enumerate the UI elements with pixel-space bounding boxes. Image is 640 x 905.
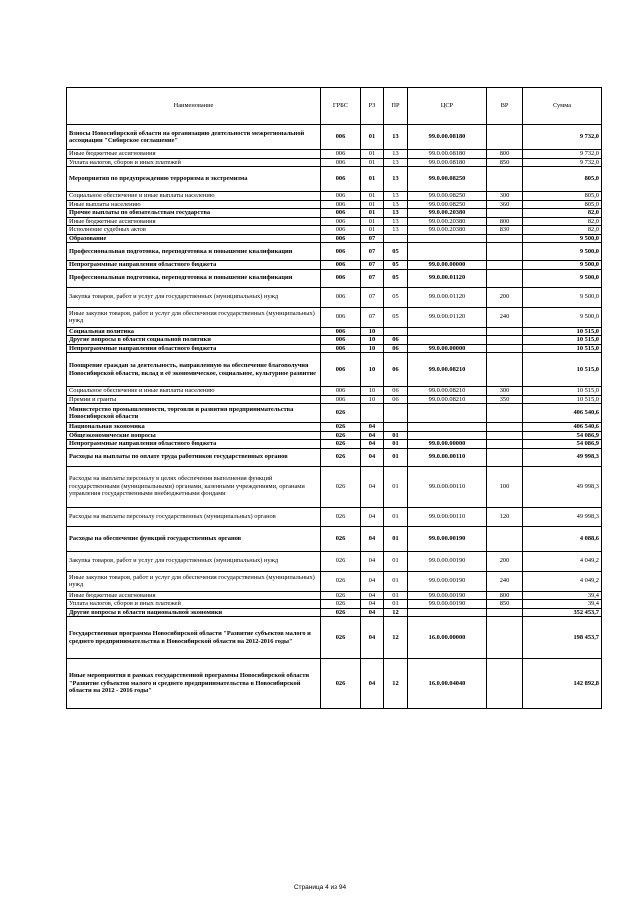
cell-name: Другие вопросы в области национальной экономики	[67, 608, 321, 617]
cell-grbs: 026	[321, 431, 361, 440]
cell-rz: 10	[361, 353, 384, 387]
cell-csr: 99.0.00.20380	[408, 209, 487, 218]
table-row	[67, 507, 602, 526]
cell-csr: 99.0.00.00190	[408, 526, 487, 551]
cell-sum: 805,0	[523, 167, 602, 192]
table-row	[67, 423, 602, 432]
table-row	[67, 448, 602, 466]
cell-pr: 01	[384, 440, 408, 449]
table-row	[67, 353, 602, 387]
cell-rz: 07	[361, 287, 384, 307]
cell-csr	[408, 431, 487, 440]
table-row	[67, 327, 602, 336]
table-header-row	[67, 88, 602, 125]
cell-csr: 99.0.00.00190	[408, 591, 487, 600]
cell-grbs: 006	[321, 344, 361, 353]
table-body	[67, 125, 602, 709]
cell-vr	[487, 327, 523, 336]
cell-name: Профессиональная подготовка, переподготовка и повышение квалификации	[67, 243, 321, 261]
cell-grbs: 006	[321, 327, 361, 336]
cell-csr: 99.0.00.00110	[408, 448, 487, 466]
cell-vr	[487, 431, 523, 440]
cell-csr: 99.0.00.08250	[408, 167, 487, 192]
cell-csr	[408, 608, 487, 617]
cell-pr: 12	[384, 659, 408, 709]
cell-name: Уплата налогов, сборов и иных платежей	[67, 600, 321, 609]
table-row	[67, 551, 602, 571]
cell-pr: 06	[384, 336, 408, 345]
cell-rz: 04	[361, 431, 384, 440]
table-row	[67, 200, 602, 209]
cell-name: Общеэкономические вопросы	[67, 431, 321, 440]
cell-grbs: 006	[321, 200, 361, 209]
cell-name: Иные выплаты населению	[67, 200, 321, 209]
cell-pr	[384, 234, 408, 243]
cell-rz: 01	[361, 200, 384, 209]
cell-vr	[487, 617, 523, 659]
cell-name: Образование	[67, 234, 321, 243]
cell-pr: 05	[384, 287, 408, 307]
cell-rz: 04	[361, 466, 384, 507]
cell-csr	[408, 423, 487, 432]
cell-rz: 07	[361, 307, 384, 327]
cell-vr	[487, 261, 523, 270]
table-row	[67, 125, 602, 150]
cell-csr: 99.0.00.01120	[408, 269, 487, 287]
cell-pr: 06	[384, 353, 408, 387]
cell-rz: 07	[361, 269, 384, 287]
table-row	[67, 243, 602, 261]
cell-sum: 10 515,0	[523, 327, 602, 336]
cell-vr	[487, 243, 523, 261]
cell-grbs: 006	[321, 353, 361, 387]
cell-sum: 9 500,0	[523, 269, 602, 287]
cell-sum: 39,4	[523, 591, 602, 600]
cell-grbs: 006	[321, 387, 361, 396]
cell-pr: 13	[384, 150, 408, 159]
cell-pr: 01	[384, 431, 408, 440]
cell-rz: 04	[361, 551, 384, 571]
cell-name: Прочие выплаты по обязательствам государства	[67, 209, 321, 218]
table-row	[67, 431, 602, 440]
cell-grbs: 006	[321, 395, 361, 404]
page-number: Страница 4 из 94	[293, 884, 347, 891]
cell-name: Социальная политика	[67, 327, 321, 336]
cell-csr: 99.0.00.08250	[408, 200, 487, 209]
cell-csr: 99.0.00.08210	[408, 353, 487, 387]
cell-pr	[384, 423, 408, 432]
cell-grbs: 006	[321, 287, 361, 307]
cell-rz: 04	[361, 526, 384, 551]
table-row	[67, 344, 602, 353]
cell-sum: 9 732,0	[523, 150, 602, 159]
cell-vr	[487, 209, 523, 218]
cell-rz: 10	[361, 395, 384, 404]
cell-pr: 06	[384, 344, 408, 353]
cell-vr: 240	[487, 571, 523, 591]
cell-pr: 12	[384, 617, 408, 659]
table-row	[67, 404, 602, 423]
cell-pr: 01	[384, 571, 408, 591]
cell-name: Иные бюджетные ассигнования	[67, 217, 321, 226]
table-row	[67, 209, 602, 218]
cell-rz	[361, 404, 384, 423]
cell-sum: 805,0	[523, 192, 602, 201]
cell-name: Профессиональная подготовка, переподготовка и повышение квалификации	[67, 269, 321, 287]
table-row	[67, 269, 602, 287]
cell-name: Поощрение граждан за деятельность, направленную на обеспечение благополучия Новосибирской области, вклад в её экономическое, социальное, культурное развитие	[67, 353, 321, 387]
cell-sum: 352 453,7	[523, 608, 602, 617]
cell-name: Иные закупки товаров, работ и услуг для обеспечения государственных (муниципальных) нужд	[67, 307, 321, 327]
cell-rz: 04	[361, 591, 384, 600]
cell-name: Иные бюджетные ассигнования	[67, 150, 321, 159]
table-row	[67, 150, 602, 159]
cell-grbs: 026	[321, 571, 361, 591]
column-header-grbs: ГРБС	[321, 88, 361, 125]
cell-vr: 100	[487, 466, 523, 507]
cell-grbs: 006	[321, 307, 361, 327]
table-row	[67, 608, 602, 617]
cell-grbs: 026	[321, 448, 361, 466]
cell-sum: 10 515,0	[523, 395, 602, 404]
cell-rz: 01	[361, 192, 384, 201]
table-row	[67, 192, 602, 201]
cell-rz: 04	[361, 617, 384, 659]
cell-vr: 850	[487, 600, 523, 609]
column-header-sum: Сумма	[523, 88, 602, 125]
cell-pr: 13	[384, 209, 408, 218]
cell-csr: 99.0.00.00000	[408, 440, 487, 449]
cell-grbs: 026	[321, 440, 361, 449]
cell-grbs: 006	[321, 269, 361, 287]
cell-vr	[487, 344, 523, 353]
cell-csr: 99.0.00.08180	[408, 158, 487, 167]
cell-csr: 99.0.00.00110	[408, 466, 487, 507]
cell-sum: 9 500,0	[523, 243, 602, 261]
table-row	[67, 287, 602, 307]
cell-rz: 04	[361, 659, 384, 709]
cell-vr: 200	[487, 551, 523, 571]
table-row	[67, 226, 602, 235]
cell-sum: 9 732,0	[523, 125, 602, 150]
cell-vr	[487, 336, 523, 345]
cell-name: Непрограммные направления областного бюджета	[67, 261, 321, 270]
cell-vr: 800	[487, 591, 523, 600]
cell-pr: 13	[384, 200, 408, 209]
cell-sum: 4 049,2	[523, 571, 602, 591]
table-row	[67, 167, 602, 192]
cell-sum: 10 515,0	[523, 344, 602, 353]
cell-pr: 13	[384, 158, 408, 167]
table-row	[67, 336, 602, 345]
cell-csr: 99.0.00.08210	[408, 387, 487, 396]
cell-grbs: 026	[321, 551, 361, 571]
cell-pr: 06	[384, 395, 408, 404]
budget-table	[66, 87, 602, 709]
column-header-rz: РЗ	[361, 88, 384, 125]
cell-csr: 16.0.00.00000	[408, 617, 487, 659]
cell-csr: 99.0.00.01120	[408, 307, 487, 327]
cell-pr: 01	[384, 591, 408, 600]
cell-name: Иные закупки товаров, работ и услуг для обеспечения государственных (муниципальных) нужд	[67, 571, 321, 591]
cell-pr: 05	[384, 307, 408, 327]
cell-vr	[487, 167, 523, 192]
column-header-csr: ЦСР	[408, 88, 487, 125]
cell-csr: 99.0.00.00000	[408, 344, 487, 353]
cell-pr: 13	[384, 226, 408, 235]
cell-rz: 04	[361, 600, 384, 609]
cell-grbs: 006	[321, 261, 361, 270]
cell-sum: 54 086,9	[523, 440, 602, 449]
cell-csr: 99.0.00.20380	[408, 226, 487, 235]
cell-name: Социальное обеспечение и иные выплаты населению	[67, 192, 321, 201]
cell-vr: 850	[487, 158, 523, 167]
cell-pr: 13	[384, 125, 408, 150]
table-row	[67, 217, 602, 226]
cell-name: Расходы на обеспечение функций государственных органов	[67, 526, 321, 551]
cell-vr	[487, 404, 523, 423]
cell-csr: 99.0.00.08180	[408, 150, 487, 159]
cell-grbs: 026	[321, 404, 361, 423]
cell-vr	[487, 269, 523, 287]
table-row	[67, 659, 602, 709]
cell-name: Уплата налогов, сборов и иных платежей	[67, 158, 321, 167]
cell-csr: 99.0.00.00190	[408, 551, 487, 571]
cell-vr: 120	[487, 507, 523, 526]
cell-rz: 10	[361, 336, 384, 345]
cell-grbs: 026	[321, 466, 361, 507]
cell-vr	[487, 234, 523, 243]
cell-vr: 240	[487, 307, 523, 327]
table-row	[67, 591, 602, 600]
cell-name: Расходы на выплаты по оплате труда работников государственных органов	[67, 448, 321, 466]
cell-sum: 10 515,0	[523, 336, 602, 345]
table-row	[67, 234, 602, 243]
cell-vr: 200	[487, 287, 523, 307]
cell-pr: 01	[384, 466, 408, 507]
cell-rz: 01	[361, 209, 384, 218]
cell-name: Расходы на выплаты персоналу государственных (муниципальных) органов	[67, 507, 321, 526]
cell-sum: 49 998,3	[523, 448, 602, 466]
cell-sum: 9 500,0	[523, 261, 602, 270]
cell-rz: 10	[361, 327, 384, 336]
table-row	[67, 526, 602, 551]
cell-rz: 10	[361, 387, 384, 396]
cell-csr	[408, 336, 487, 345]
cell-vr	[487, 608, 523, 617]
table-row	[67, 440, 602, 449]
cell-grbs: 026	[321, 659, 361, 709]
cell-rz: 07	[361, 261, 384, 270]
cell-grbs: 026	[321, 507, 361, 526]
cell-name: Национальная экономика	[67, 423, 321, 432]
cell-name: Государственная программа Новосибирской области "Развитие субъектов малого и среднего предпринимательства в Новосибирской области на 2012-2016 годы"	[67, 617, 321, 659]
cell-name: Иные мероприятия в рамках государственной программы Новосибирской области "Развитие субъектов малого и среднего предпринимательства в Новосибирской области на 2012 - 2016 годы"	[67, 659, 321, 709]
cell-csr	[408, 243, 487, 261]
cell-sum: 4 088,6	[523, 526, 602, 551]
table-row	[67, 617, 602, 659]
table-row	[67, 466, 602, 507]
cell-pr: 06	[384, 387, 408, 396]
cell-name: Непрограммные направления областного бюджета	[67, 344, 321, 353]
cell-grbs: 006	[321, 167, 361, 192]
table-row	[67, 158, 602, 167]
cell-grbs: 026	[321, 526, 361, 551]
cell-name: Министерство промышленности, торговли и развития предпринимательства Новосибирской области	[67, 404, 321, 423]
cell-pr: 13	[384, 217, 408, 226]
cell-grbs: 026	[321, 608, 361, 617]
cell-csr	[408, 327, 487, 336]
cell-pr	[384, 327, 408, 336]
cell-sum: 805,0	[523, 200, 602, 209]
cell-sum: 9 500,0	[523, 234, 602, 243]
cell-sum: 82,0	[523, 217, 602, 226]
cell-pr: 01	[384, 507, 408, 526]
cell-grbs: 006	[321, 150, 361, 159]
cell-vr: 800	[487, 150, 523, 159]
cell-sum: 406 540,6	[523, 404, 602, 423]
cell-vr: 300	[487, 387, 523, 396]
cell-pr: 13	[384, 167, 408, 192]
cell-rz: 01	[361, 150, 384, 159]
cell-rz: 01	[361, 217, 384, 226]
cell-name: Взносы Новосибирской области на организацию деятельности межрегиональной ассоциации "Сибирское соглашение"	[67, 125, 321, 150]
cell-sum: 49 998,3	[523, 466, 602, 507]
cell-rz: 01	[361, 125, 384, 150]
cell-sum: 4 049,2	[523, 551, 602, 571]
cell-grbs: 026	[321, 617, 361, 659]
cell-grbs: 026	[321, 423, 361, 432]
cell-name: Закупка товаров, работ и услуг для государственных (муниципальных) нужд	[67, 287, 321, 307]
cell-pr: 12	[384, 608, 408, 617]
cell-pr: 01	[384, 600, 408, 609]
cell-vr	[487, 423, 523, 432]
cell-grbs: 006	[321, 158, 361, 167]
cell-name: Иные бюджетные ассигнования	[67, 591, 321, 600]
cell-grbs: 026	[321, 600, 361, 609]
cell-csr: 99.0.00.00000	[408, 261, 487, 270]
cell-sum: 10 515,0	[523, 353, 602, 387]
table-row	[67, 571, 602, 591]
column-header-pr: ПР	[384, 88, 408, 125]
cell-vr: 360	[487, 200, 523, 209]
table-row	[67, 387, 602, 396]
cell-pr: 01	[384, 551, 408, 571]
cell-vr: 350	[487, 395, 523, 404]
cell-grbs: 006	[321, 217, 361, 226]
cell-sum: 142 892,8	[523, 659, 602, 709]
cell-pr: 13	[384, 192, 408, 201]
cell-sum: 54 086,9	[523, 431, 602, 440]
cell-name: Расходы на выплаты персоналу в целях обеспечения выполнения функций государственными (муниципальными) органами, казенными учреждениями, органами управления государственными внебюджетными фондами	[67, 466, 321, 507]
table-row	[67, 261, 602, 270]
cell-rz: 01	[361, 226, 384, 235]
cell-rz: 07	[361, 243, 384, 261]
cell-pr: 05	[384, 243, 408, 261]
cell-grbs: 006	[321, 125, 361, 150]
cell-sum: 49 998,3	[523, 507, 602, 526]
table-row	[67, 395, 602, 404]
cell-vr	[487, 353, 523, 387]
cell-name: Непрограммные направления областного бюджета	[67, 440, 321, 449]
cell-sum: 10 515,0	[523, 387, 602, 396]
cell-sum: 39,4	[523, 600, 602, 609]
table-row	[67, 307, 602, 327]
cell-csr: 99.0.00.00190	[408, 600, 487, 609]
cell-pr: 05	[384, 261, 408, 270]
table-row	[67, 600, 602, 609]
cell-vr	[487, 125, 523, 150]
cell-grbs: 006	[321, 243, 361, 261]
cell-name: Мероприятия по предупреждению терроризма и экстремизма	[67, 167, 321, 192]
cell-name: Премии и гранты	[67, 395, 321, 404]
cell-rz: 07	[361, 234, 384, 243]
cell-sum: 9 732,0	[523, 158, 602, 167]
cell-name: Другие вопросы в области социальной политики	[67, 336, 321, 345]
cell-rz: 10	[361, 344, 384, 353]
cell-grbs: 006	[321, 234, 361, 243]
cell-pr: 01	[384, 448, 408, 466]
cell-csr: 99.0.00.08250	[408, 192, 487, 201]
cell-csr: 16.0.00.04040	[408, 659, 487, 709]
cell-grbs: 006	[321, 226, 361, 235]
cell-rz: 04	[361, 440, 384, 449]
cell-pr: 05	[384, 269, 408, 287]
cell-grbs: 006	[321, 209, 361, 218]
cell-rz: 04	[361, 571, 384, 591]
cell-name: Исполнение судебных актов	[67, 226, 321, 235]
cell-csr	[408, 234, 487, 243]
cell-rz: 01	[361, 167, 384, 192]
cell-csr: 99.0.00.00190	[408, 571, 487, 591]
cell-sum: 198 453,7	[523, 617, 602, 659]
cell-rz: 04	[361, 423, 384, 432]
column-header-name: Наименование	[67, 88, 321, 125]
cell-csr: 99.0.00.08180	[408, 125, 487, 150]
cell-csr: 99.0.00.00110	[408, 507, 487, 526]
cell-vr	[487, 440, 523, 449]
cell-name: Социальное обеспечение и иные выплаты населению	[67, 387, 321, 396]
cell-pr: 01	[384, 526, 408, 551]
cell-csr: 99.0.00.01120	[408, 287, 487, 307]
cell-vr	[487, 526, 523, 551]
cell-vr: 830	[487, 226, 523, 235]
cell-rz: 04	[361, 507, 384, 526]
cell-vr: 800	[487, 217, 523, 226]
cell-csr	[408, 404, 487, 423]
cell-csr: 99.0.00.08210	[408, 395, 487, 404]
cell-grbs: 006	[321, 336, 361, 345]
cell-grbs: 006	[321, 192, 361, 201]
cell-sum: 9 500,0	[523, 307, 602, 327]
cell-pr	[384, 404, 408, 423]
cell-vr: 300	[487, 192, 523, 201]
cell-sum: 9 500,0	[523, 287, 602, 307]
cell-sum: 82,0	[523, 209, 602, 218]
cell-vr	[487, 448, 523, 466]
cell-grbs: 026	[321, 591, 361, 600]
cell-name: Закупка товаров, работ и услуг для государственных (муниципальных) нужд	[67, 551, 321, 571]
cell-rz: 04	[361, 608, 384, 617]
cell-csr: 99.0.00.20380	[408, 217, 487, 226]
cell-rz: 01	[361, 158, 384, 167]
column-header-vr: ВР	[487, 88, 523, 125]
cell-sum: 406 540,6	[523, 423, 602, 432]
cell-vr	[487, 659, 523, 709]
cell-rz: 04	[361, 448, 384, 466]
cell-sum: 82,0	[523, 226, 602, 235]
